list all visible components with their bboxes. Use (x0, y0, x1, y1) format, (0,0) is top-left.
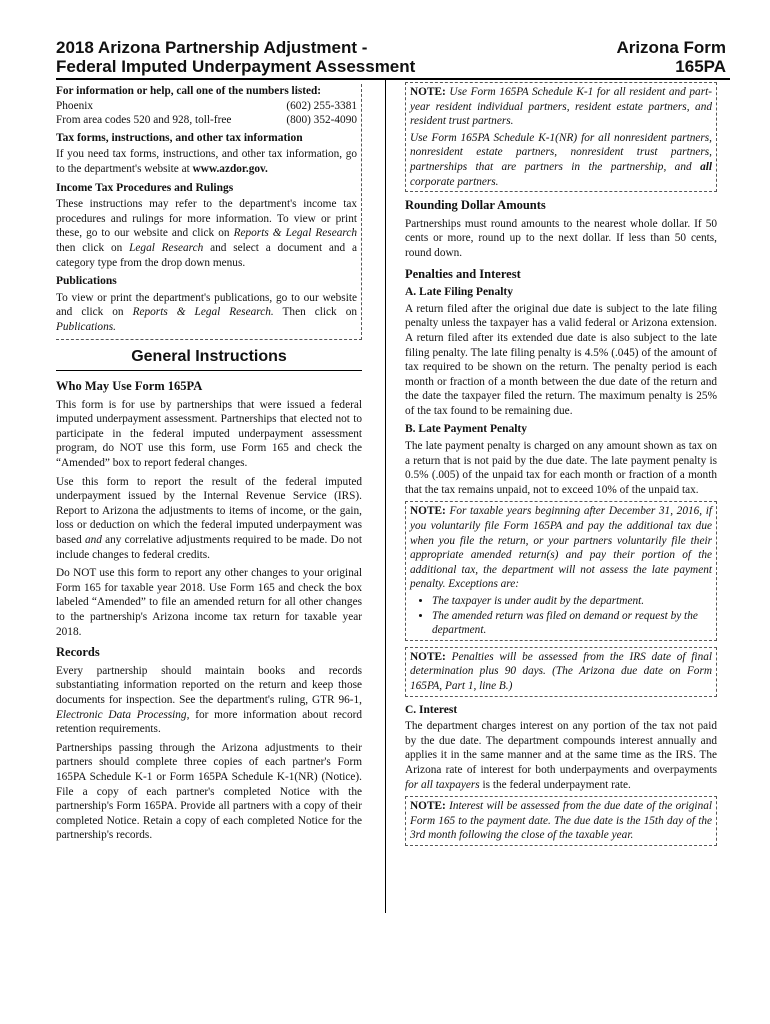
title-line-1: 2018 Arizona Partnership Adjustment - (56, 38, 368, 57)
who-paragraph-1: This form is for use by partnerships that were issued a federal imputed underpayment assessment. Partnerships that elected not to participate in the federal imputed underpayment assessment program, do NOT use this form, use Form 165 and check the “Amended” box to report federal changes. (56, 398, 362, 470)
info-heading: For information or help, call one of the numbers listed: (56, 85, 322, 97)
general-instructions-title: General Instructions (56, 350, 362, 372)
note-interest-assessment: NOTE: Interest will be assessed from the due date of the original Form 165 to the payment date. The due date is the 15th day of the 3rd month following the close of the taxable year. (405, 796, 717, 846)
phoenix-row (56, 99, 357, 114)
website-link[interactable]: www.azdor.gov. (192, 162, 268, 175)
phoenix-label: Phoenix (56, 99, 94, 112)
publications-text: To view or print the department's publications, go to our website and click on Reports & Legal Research. Then click on Publications. (56, 291, 358, 333)
form-label: Arizona Form (616, 38, 726, 57)
interest-text: The department charges interest on any portion of the tax not paid by the due date. The department compounds interest annually and applies it in the same manner and at the same time as the IRS. The Arizona rate of interest for both underpayments and overpayments for all taxpayers is the federal underpayment rate. (405, 720, 717, 791)
exceptions-list (410, 594, 712, 638)
title-line-2: Federal Imputed Underpayment Assessment (56, 57, 416, 76)
who-may-use-heading: Who May Use Form 165PA (56, 379, 203, 394)
list-item: • The taxpayer is under audit by the department. (432, 594, 712, 609)
form-title (56, 38, 415, 76)
penalties-heading: Penalties and Interest (405, 266, 521, 281)
who-paragraph-3: Do NOT use this form to report any other changes to your original Form 165 for taxable year 2018. Use Form 165 and check the box labeled “Amended” to file an amended return for all other changes to the partnership's Arizona income tax return for taxable year 2018. (56, 567, 362, 638)
area-code-row (56, 113, 357, 128)
list-item: • The amended return was filed on demand or request by the department. (432, 609, 712, 638)
who-paragraph-2: Use this form to report the result of the federal imputed underpayment issued by the Internal Revenue Service (IRS). Report to Arizona the adjustments to items of income, or the gain, loss or deduction on which the federal imputed underpayment was based and any correlative adjustments required to be made. Do not include changes to federal credits. (56, 475, 362, 561)
records-paragraph-1: Every partnership should maintain books and records substantiating information reported on the return and keep those documents for inspection. See the department's ruling, GTR 96-1, Electronic Data Processing, for more information about record retention requirements. (56, 664, 363, 736)
late-filing-heading: A. Late Filing Penalty (405, 286, 513, 299)
form-number (616, 38, 726, 76)
left-column (56, 84, 362, 847)
records-paragraph-2: Partnerships passing through the Arizona adjustments to their partners should complete three copies of each partner's Form 165PA Schedule K-1 or Form 165PA Schedule K-1(NR) (Notice). File a copy of each partner's completed Notice with the partnership's Form 165PA. Provide all partners with a copy of their completed Notice. Retain a copy of each completed Notice for the partnership's records. (56, 741, 362, 842)
area-code-number: (800) 352-4090 (286, 114, 357, 127)
header-rule (56, 78, 730, 80)
late-payment-text: The late payment penalty is charged on any amount shown as tax on a return that is not paid by the due date. The late payment penalty is 0.5% (.005) of the unpaid tax for each month or fraction of a month that the tax remains unpaid, not to exceed 10% of the unpaid tax. (405, 440, 717, 496)
info-box (56, 84, 362, 340)
tax-forms-heading: Tax forms, instructions, and other tax information (56, 131, 303, 144)
rounding-heading: Rounding Dollar Amounts (405, 198, 546, 213)
rulings-heading: Income Tax Procedures and Rulings (56, 181, 234, 194)
rounding-text: Partnerships must round amounts to the nearest whole dollar. If 50 cents or more, round up to the next dollar. If less than 50 cents, round down. (405, 217, 717, 259)
area-code-label: From area codes 520 and 928, toll-free (56, 114, 232, 127)
records-heading: Records (56, 645, 100, 660)
rulings-text: These instructions may refer to the department's income tax procedures and rulings for more information. To view or print these, go to our website and click on Reports & Legal Research then click on Legal Research and select a document and a category type from the drop down menus. (56, 198, 358, 269)
legal-research-link: Legal Research (129, 241, 204, 254)
right-column (405, 82, 717, 852)
phoenix-number: (602) 255-3381 (286, 99, 357, 112)
form-id: 165PA (675, 57, 726, 76)
publications-heading: Publications (56, 275, 117, 288)
note-penalty-assessment: NOTE: Penalties will be assessed from the IRS date of final determination plus 90 days. (The Arizona due date on Form 165PA, Part 1, line B.) (405, 647, 717, 697)
note-late-payment-exception: NOTE: For taxable years beginning after December 31, 2016, if you voluntarily file Form 165PA and pay the additional tax due when you file the return, or your partners voluntarily file their appropriate amended return(s) and pay their portion of the additional tax, the department will not assess the late payment penalty. Exceptions are: • The taxpayer is under audit by the department. • The amended return was filed on demand or request by the department. (405, 501, 717, 640)
interest-heading: C. Interest (405, 703, 458, 716)
tax-forms-text: If you need tax forms, instructions, and other tax information, go to the department's website at www.azdor.gov. (56, 148, 357, 175)
note-schedule-k1: NOTE: Use Form 165PA Schedule K-1 for all resident and part-year resident individual partners, resident estate partners, and resident trust partners. Use Form 165PA Schedule K-1(NR) for all nonresident partners, nonresident estate partners, nonresident trust partners, partnerships that are partners in the partnership, and all corporate partners. (405, 82, 717, 192)
reports-legal-link: Reports & Legal Research (233, 227, 357, 240)
late-payment-heading: B. Late Payment Penalty (405, 423, 528, 436)
column-divider (385, 78, 386, 913)
late-filing-text: A return filed after the original due date is subject to the late filing penalty unless the taxpayer has a valid federal or Arizona extension. A return filed after its extended due date is also subject to the late filing penalty. The late filing penalty is 4.5% (.045) of the amount of tax required to be shown on the return. The penalty period is each month or fraction of a month between the due date of the return and the date the taxpayer filed the return. The maximum penalty is 25% of the tax found to be remaining due. (405, 302, 717, 417)
